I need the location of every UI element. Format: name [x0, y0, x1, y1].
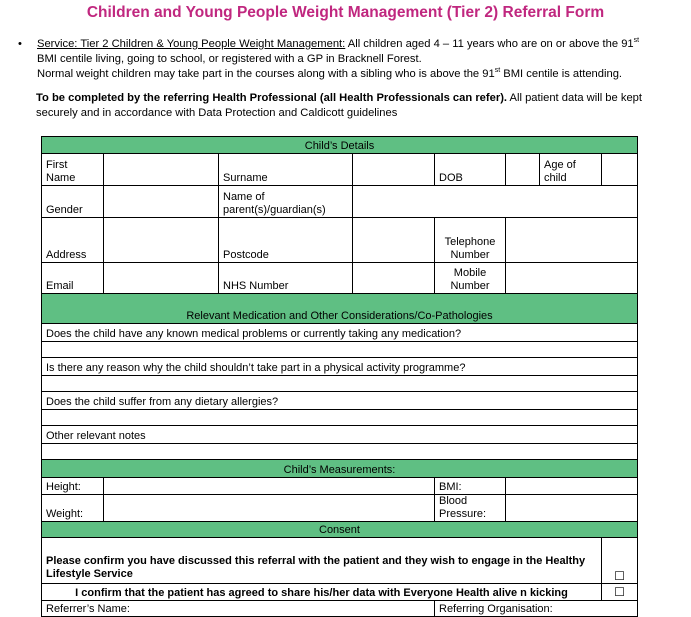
referrer-name-label: Referrer’s Name: — [42, 601, 435, 617]
form-title: Children and Young People Weight Management (Tier 2) Referral Form — [86, 4, 605, 21]
address-field[interactable] — [104, 218, 219, 263]
childs-details-heading: Child’s Details — [42, 137, 638, 154]
postcode-label: Postcode — [219, 218, 353, 263]
bullet: • — [18, 38, 22, 50]
gender-field[interactable] — [104, 186, 219, 218]
mobile-field[interactable] — [506, 263, 638, 294]
weight-field[interactable] — [104, 495, 435, 522]
service-text-2: BMI centile living, going to school, or registered with a GP in Bracknell Forest. — [37, 53, 422, 65]
surname-field[interactable] — [353, 154, 435, 186]
email-label: Email — [42, 263, 104, 294]
address-label: Address — [42, 218, 104, 263]
first-name-field[interactable] — [104, 154, 219, 186]
physical-activity-answer[interactable] — [42, 376, 638, 392]
age-field[interactable] — [602, 154, 638, 186]
mobile-label: Mobile Number — [435, 263, 506, 294]
consent-checkbox[interactable]: ☐ — [602, 538, 638, 584]
height-field[interactable] — [104, 478, 435, 495]
bmi-label: BMI: — [435, 478, 506, 495]
data-sharing-statement: I confirm that the patient has agreed to share his/her data with Everyone Health alive n kicking — [42, 584, 602, 601]
medical-problems-question: Does the child have any known medical problems or currently taking any medication? — [42, 324, 638, 342]
measurements-heading: Child’s Measurements: — [42, 460, 638, 478]
nhs-number-label: NHS Number — [219, 263, 353, 294]
referral-instructions — [36, 91, 666, 121]
child-details-table — [41, 153, 638, 617]
data-sharing-checkbox[interactable]: ☐ — [602, 584, 638, 601]
normal-weight-text: Normal weight children may take part in the courses along with a sibling who is above the 91 — [37, 68, 495, 80]
postcode-field[interactable] — [353, 218, 435, 263]
telephone-field[interactable] — [506, 218, 638, 263]
dob-field[interactable] — [506, 154, 540, 186]
instructions-bold: To be completed by the referring Health Professional (all Health Professionals can refer). — [36, 92, 508, 104]
weight-label: Weight: — [42, 495, 104, 522]
instructions-rest: All patient data will be kept securely and in accordance with Data Protection and Caldicott guidelines — [36, 92, 643, 119]
dietary-allergies-answer[interactable] — [42, 410, 638, 426]
parent-label: Name of parent(s)/guardian(s) — [219, 186, 353, 218]
medical-problems-answer[interactable] — [42, 342, 638, 358]
centile-sup: st — [633, 37, 640, 44]
referring-organisation-label: Referring Organisation: — [435, 601, 638, 617]
parent-field[interactable] — [353, 186, 638, 218]
telephone-label: Telephone Number — [435, 218, 506, 263]
email-field[interactable] — [104, 263, 219, 294]
other-notes-label: Other relevant notes — [42, 426, 638, 444]
physical-activity-question: Is there any reason why the child shouldn’t take part in a physical activity programme? — [42, 358, 638, 376]
service-description — [18, 37, 678, 82]
normal-weight-text-2: BMI centile is attending. — [500, 68, 623, 80]
service-label: Service: Tier 2 Children & Young People Weight Management: — [37, 38, 346, 50]
dietary-allergies-question: Does the child suffer from any dietary allergies? — [42, 392, 638, 410]
consent-statement: Please confirm you have discussed this referral with the patient and they wish to engage in the Healthy Lifestyle Service — [42, 538, 602, 584]
age-label: Age of child — [540, 154, 602, 186]
surname-label: Surname — [219, 154, 353, 186]
other-notes-answer[interactable] — [42, 444, 638, 460]
gender-label: Gender — [42, 186, 104, 218]
consent-heading: Consent — [42, 522, 638, 538]
medication-heading: Relevant Medication and Other Considerations/Co-Pathologies — [42, 294, 638, 324]
referral-form-table — [41, 136, 638, 154]
dob-label: DOB — [435, 154, 506, 186]
height-label: Height: — [42, 478, 104, 495]
bmi-field[interactable] — [506, 478, 638, 495]
service-text: All children aged 4 – 11 years who are on or above the 91 — [345, 38, 634, 50]
blood-pressure-field[interactable] — [506, 495, 638, 522]
nhs-number-field[interactable] — [353, 263, 435, 294]
centile-sup-2: st — [494, 67, 501, 74]
first-name-label: First Name — [42, 154, 104, 186]
blood-pressure-label: Blood Pressure: — [435, 495, 506, 522]
